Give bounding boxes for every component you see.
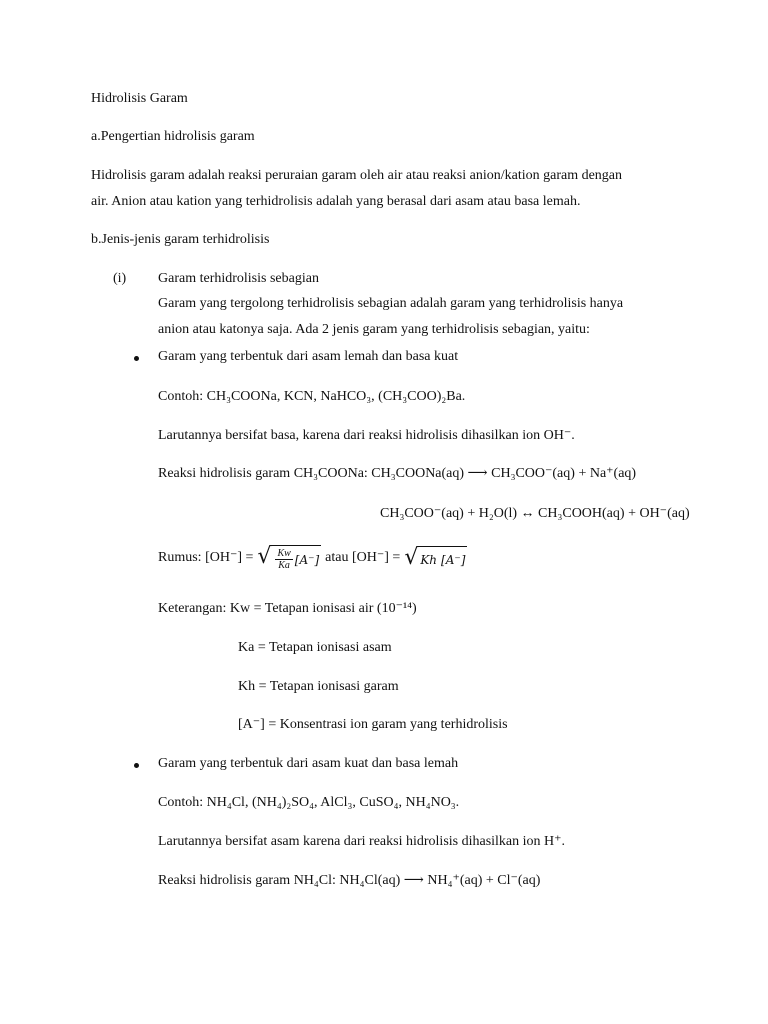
keterangan-a: [A⁻] = Konsentrasi ion garam yang terhidrolisis	[238, 717, 508, 732]
item-i-description-line-1: Garam yang tergolong terhidrolisis sebagian adalah garam yang terhidrolisis hanya	[158, 296, 624, 311]
bullet-2-sifat: Larutannya bersifat asam karena dari reaksi hidrolisis dihasilkan ion H⁺.	[158, 834, 566, 849]
kh-symbol: Kh	[420, 552, 438, 567]
bullet-1-reaksi-2: CH₃COO⁻(aq) + H₂O(l) ↔ CH₃COOH(aq) + OH⁻(aq)	[380, 506, 690, 521]
item-i-title: Garam terhidrolisis sebagian	[158, 271, 319, 286]
bullet-1-dot	[134, 356, 139, 361]
keterangan-kh: Kh = Tetapan ionisasi garam	[238, 679, 399, 694]
item-i-description-line-2: anion atau katonya saja. Ada 2 jenis garam yang terhidrolisis sebagian, yaitu:	[158, 322, 590, 337]
sqrt-sign: √	[257, 544, 272, 569]
section-a-heading: a.Pengertian hidrolisis garam	[91, 129, 255, 144]
section-a-paragraph-line-1: Hidrolisis garam adalah reaksi peruraian garam oleh air atau reaksi anion/kation garam dengan	[91, 168, 623, 183]
fraction-kw-ka	[275, 548, 292, 571]
bullet-1-rumus	[158, 545, 467, 571]
bullet-1-sifat: Larutannya bersifat basa, karena dari reaksi hidrolisis dihasilkan ion OH⁻.	[158, 428, 575, 443]
fraction-denominator: Ka	[278, 560, 290, 571]
document-title: Hidrolisis Garam	[91, 91, 188, 106]
bullet-1-label: Garam yang terbentuk dari asam lemah dan basa kuat	[158, 349, 459, 364]
sqrt-kw-ka	[257, 545, 321, 571]
rumus-label: Rumus: [OH⁻] =	[158, 550, 254, 565]
bullet-1-reaksi: Reaksi hidrolisis garam CH₃COONa: CH₃COONa(aq) ⟶ CH₃COO⁻(aq) + Na⁺(aq)	[158, 466, 637, 481]
fraction-numerator: Kw	[277, 548, 291, 559]
rumus-atau: atau [OH⁻] =	[325, 550, 401, 565]
bullet-1-contoh: Contoh: CH₃COONa, KCN, NaHCO₃, (CH₃COO)₂Ba.	[158, 389, 466, 404]
bullet-2-label: Garam yang terbentuk dari asam kuat dan basa lemah	[158, 756, 459, 771]
sqrt-sign: √	[404, 545, 419, 570]
bullet-2-reaksi: Reaksi hidrolisis garam NH₄Cl: NH₄Cl(aq) ⟶ NH₄⁺(aq) + Cl⁻(aq)	[158, 873, 541, 888]
section-b-heading: b.Jenis-jenis garam terhidrolisis	[91, 232, 270, 247]
section-a-paragraph-line-2: air. Anion atau kation yang terhidrolisis adalah yang berasal dari asam atau basa lemah.	[91, 194, 581, 209]
bullet-2-dot	[134, 763, 139, 768]
sqrt-kh	[404, 546, 467, 570]
item-i-marker: (i)	[113, 271, 127, 286]
anion-concentration: [A⁻]	[441, 552, 466, 567]
anion-concentration: [A⁻]	[294, 552, 320, 567]
bullet-2-contoh: Contoh: NH₄Cl, (NH₄)₂SO₄, AlCl₃, CuSO₄, NH₄NO₃.	[158, 795, 460, 810]
keterangan-ka: Ka = Tetapan ionisasi asam	[238, 640, 392, 655]
keterangan-kw: Keterangan: Kw = Tetapan ionisasi air (10⁻¹⁴)	[158, 601, 417, 616]
